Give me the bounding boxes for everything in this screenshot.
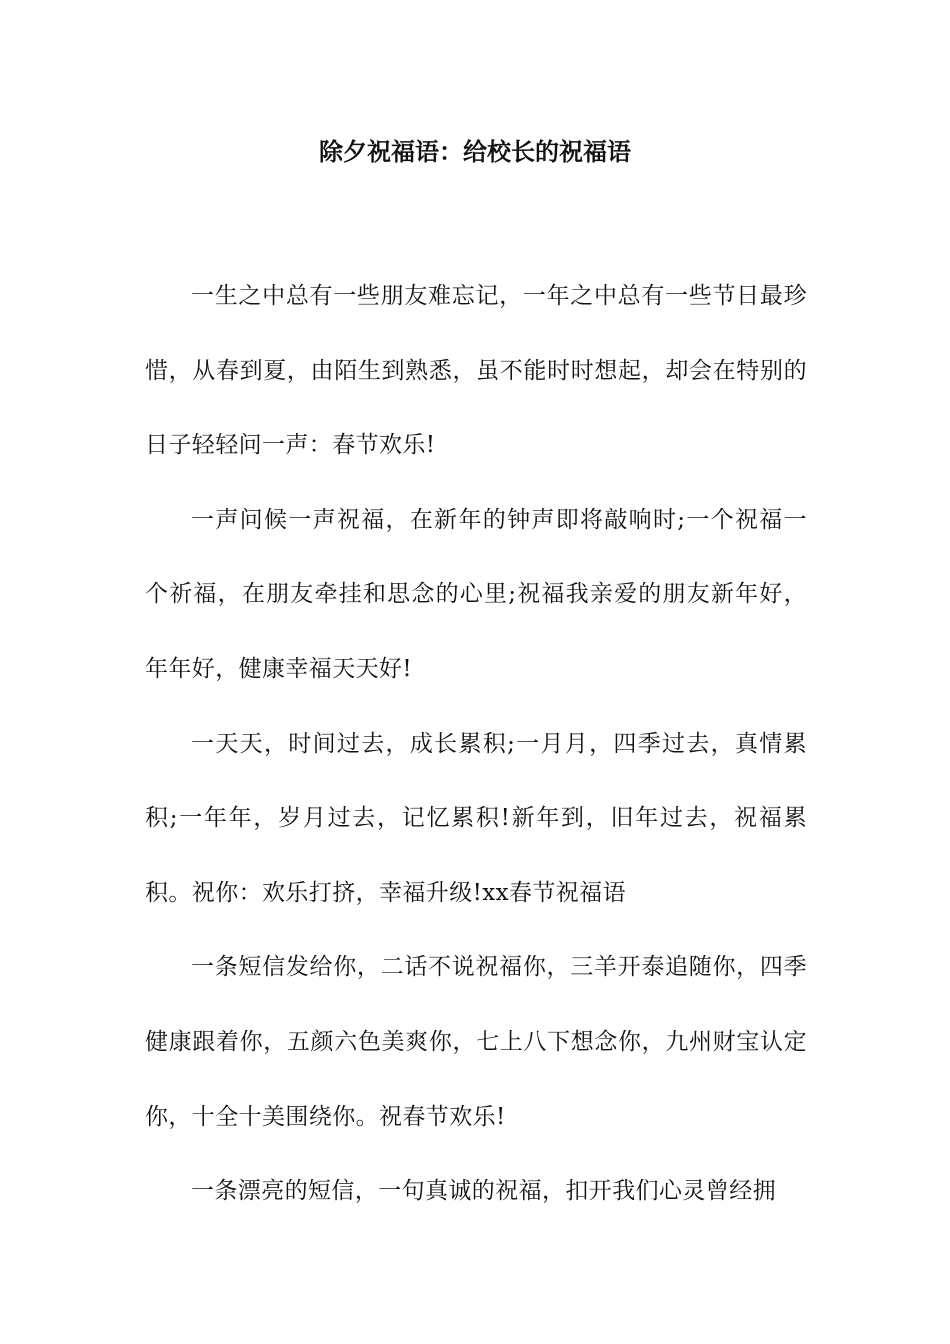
paragraph-5: 一条漂亮的短信，一句真诚的祝福，扣开我们心灵曾经拥 (191, 1178, 776, 1205)
paragraph-2: 一声问候一声祝福，在新年的钟声即将敲响时;一个祝福一个祈福，在朋友牵挂和思念的心里;祝福我亲爱的朋友新年好，年年好，健康幸福天天好! (145, 506, 807, 682)
document-title: 除夕祝福语：给校长的祝福语 (319, 137, 631, 166)
paragraph-4: 一条短信发给你，二话不说祝福你，三羊开泰追随你，四季健康跟着你，五颜六色美爽你，七上八下想念你，九州财宝认定你，十全十美围绕你。祝春节欢乐! (145, 954, 807, 1130)
paragraph-3: 一天天，时间过去，成长累积;一月月，四季过去，真情累积;一年年，岁月过去，记忆累积!新年到，旧年过去，祝福累积。祝你：欢乐打挤，幸福升级!xx春节祝福语 (145, 730, 807, 906)
paragraph-1: 一生之中总有一些朋友难忘记，一年之中总有一些节日最珍惜，从春到夏，由陌生到熟悉，虽不能时时想起，却会在特别的日子轻轻问一声：春节欢乐! (145, 283, 807, 459)
document-body (145, 259, 807, 1229)
